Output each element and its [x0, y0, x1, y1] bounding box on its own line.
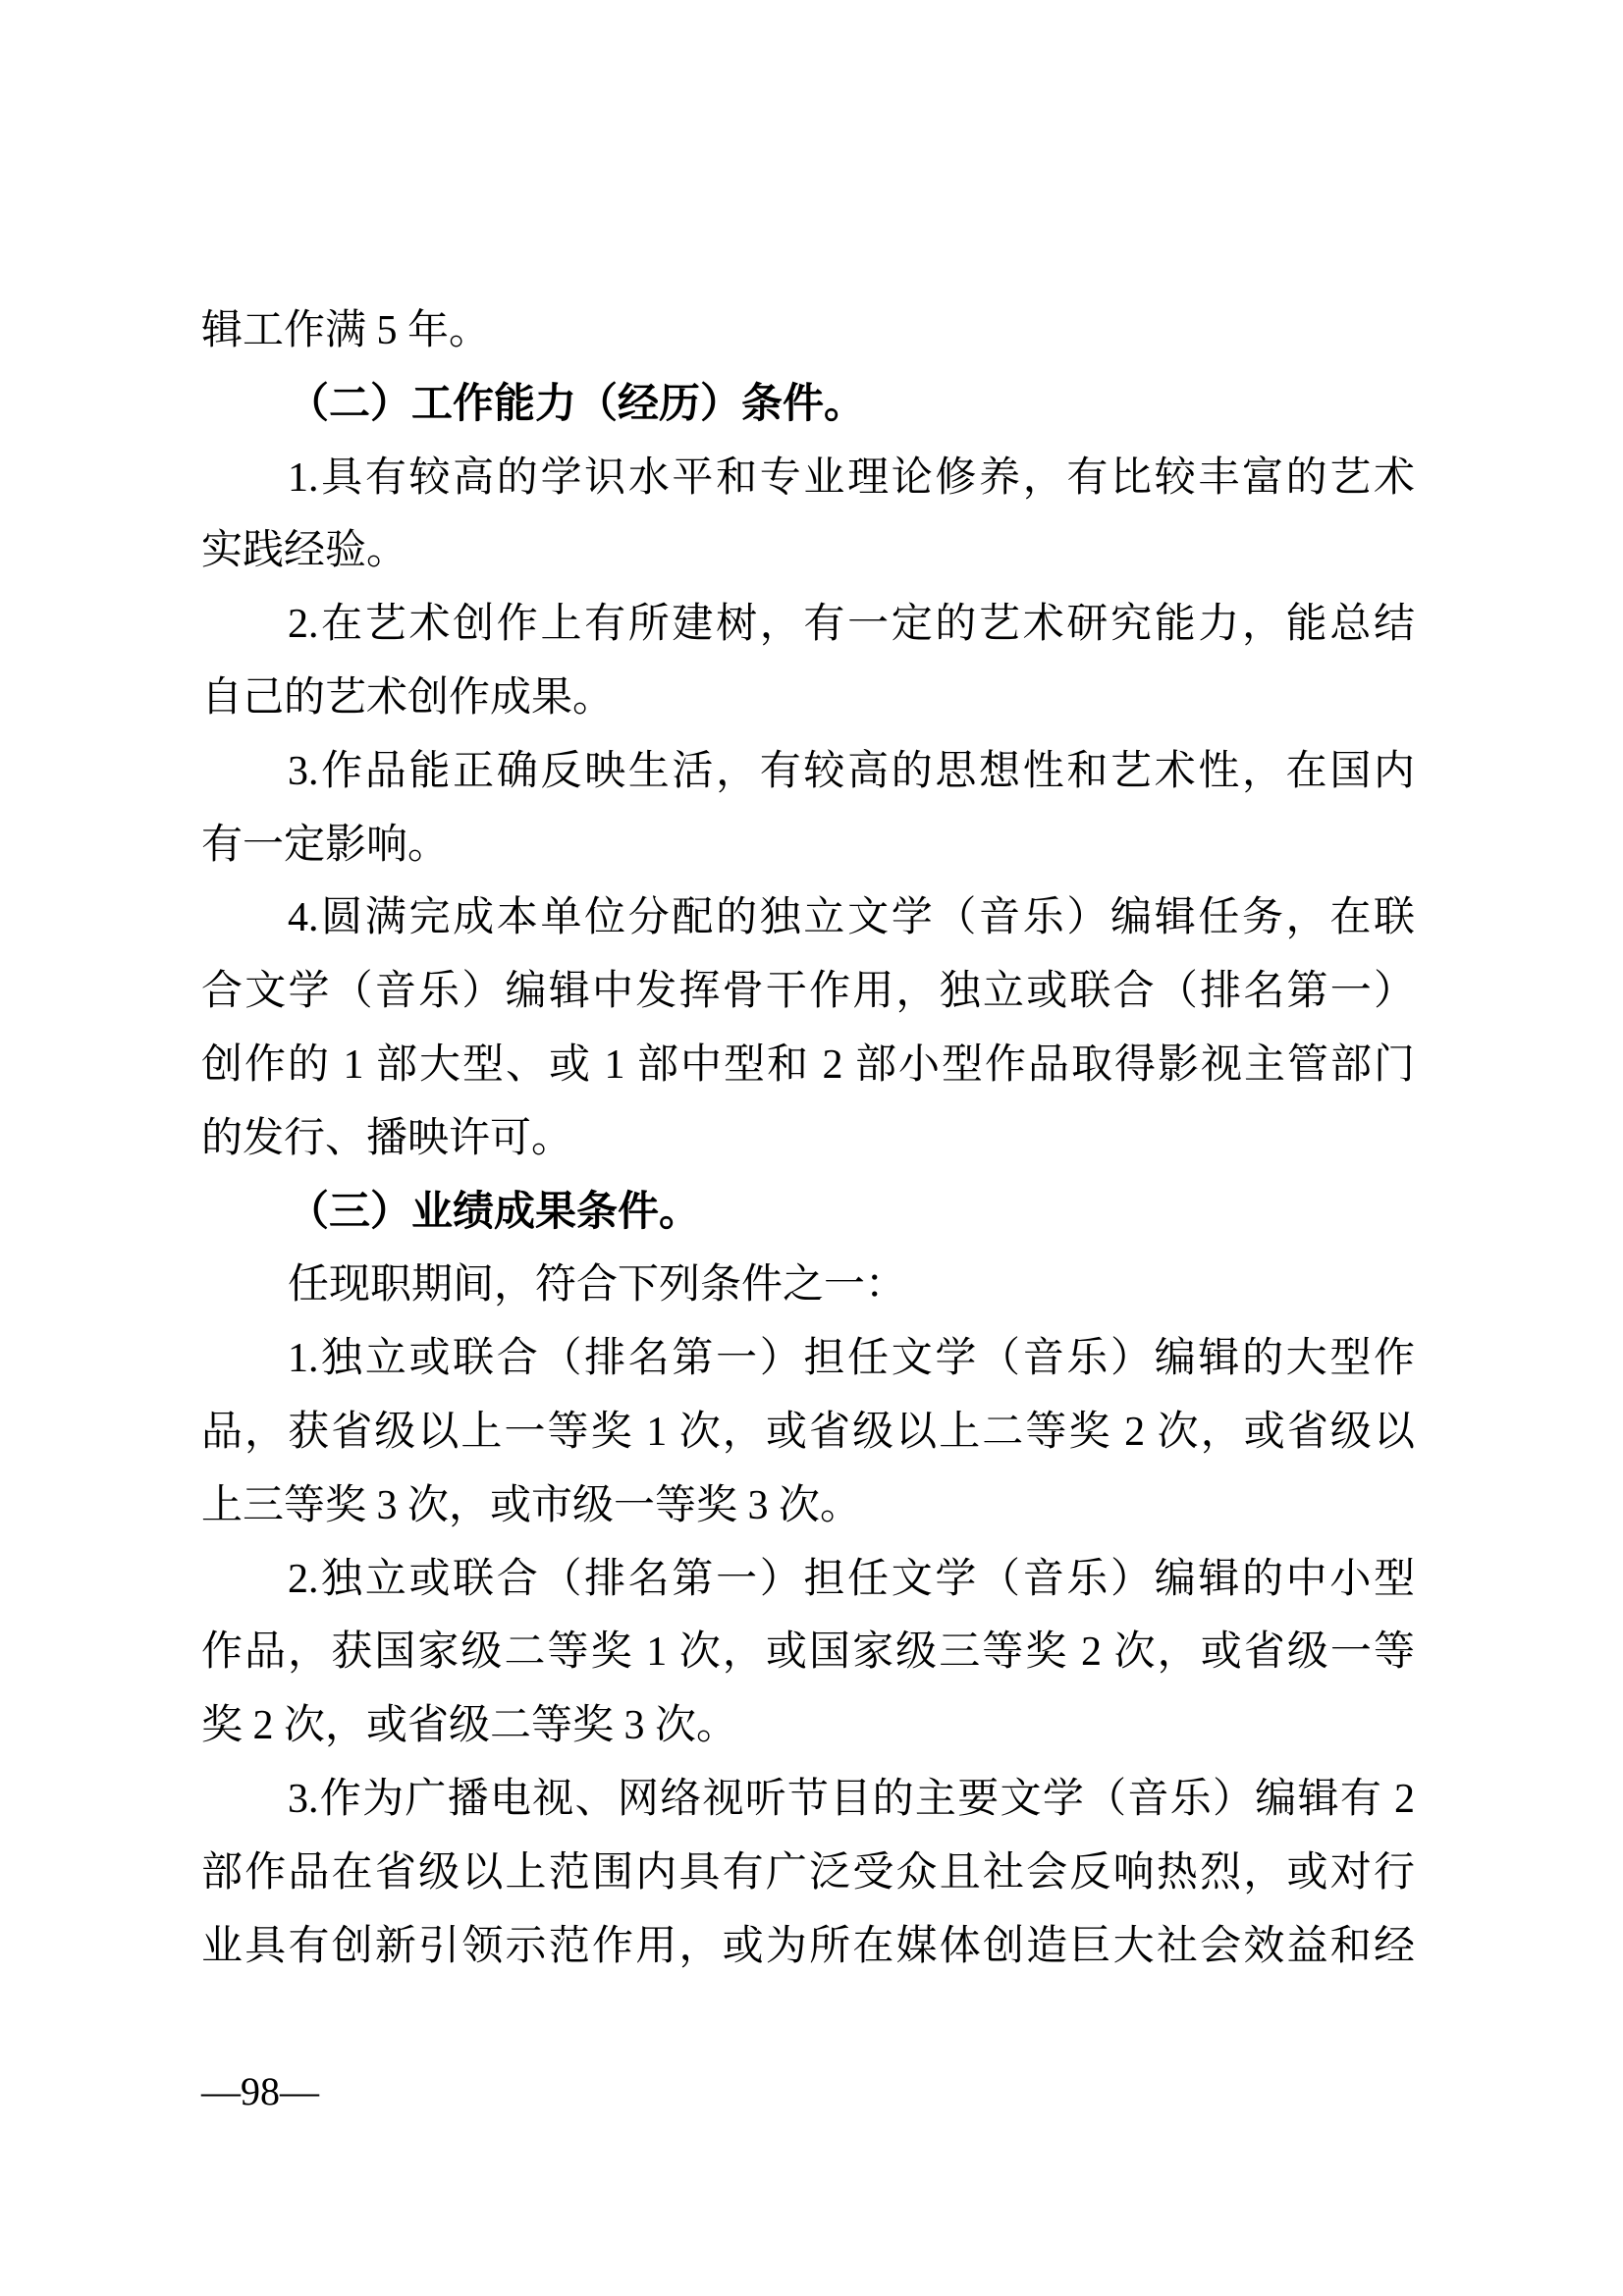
paragraph-line: 部作品在省级以上范围内具有广泛受众且社会反响热烈，或对行	[201, 1849, 1415, 1896]
document-body	[201, 294, 1415, 1983]
paragraph-line: 3.作品能正确反映生活，有较高的思想性和艺术性，在国内	[288, 748, 1415, 794]
paragraph-line: 业具有创新引领示范作用，或为所在媒体创造巨大社会效益和经	[201, 1923, 1415, 1969]
paragraph-line: 1.具有较高的学识水平和专业理论修养，有比较丰富的艺术	[288, 454, 1415, 501]
paragraph-line: 上三等奖 3 次，或市级一等奖 3 次。	[201, 1482, 862, 1528]
paragraph-line: 奖 2 次，或省级二等奖 3 次。	[201, 1703, 738, 1749]
paragraph-line: 辑工作满 5 年。	[201, 308, 491, 353]
section-heading-line: （二）工作能力（经历）条件。	[288, 381, 866, 427]
section-heading-line: （三）业绩成果条件。	[288, 1189, 701, 1235]
paragraph-line: 1.独立或联合（排名第一）担任文学（音乐）编辑的大型作	[288, 1336, 1415, 1382]
paragraph-line: 2.在艺术创作上有所建树，有一定的艺术研究能力，能总结	[288, 602, 1415, 648]
paragraph-line: 作品，获国家级二等奖 1 次，或国家级三等奖 2 次，或省级一等	[201, 1629, 1415, 1676]
paragraph-line: 2.独立或联合（排名第一）担任文学（音乐）编辑的中小型	[288, 1556, 1415, 1602]
paragraph-line: 3.作为广播电视、网络视听节目的主要文学（音乐）编辑有 2	[288, 1776, 1415, 1822]
paragraph-line: 任现职期间，符合下列条件之一：	[288, 1262, 907, 1308]
paragraph-line: 自己的艺术创作成果。	[201, 674, 615, 721]
paragraph-line: 实践经验。	[201, 528, 408, 574]
paragraph-line: 品，获省级以上一等奖 1 次，或省级以上二等奖 2 次，或省级以	[201, 1409, 1415, 1455]
paragraph-line: 有一定影响。	[201, 822, 450, 868]
page-number: —98—	[201, 2069, 319, 2113]
paragraph-line: 4.圆满完成本单位分配的独立文学（音乐）编辑任务，在联	[288, 895, 1415, 941]
paragraph-line: 的发行、播映许可。	[201, 1115, 573, 1161]
paragraph-line: 创作的 1 部大型、或 1 部中型和 2 部小型作品取得影视主管部门	[201, 1041, 1415, 1088]
paragraph-line: 合文学（音乐）编辑中发挥骨干作用，独立或联合（排名第一）	[201, 969, 1415, 1015]
